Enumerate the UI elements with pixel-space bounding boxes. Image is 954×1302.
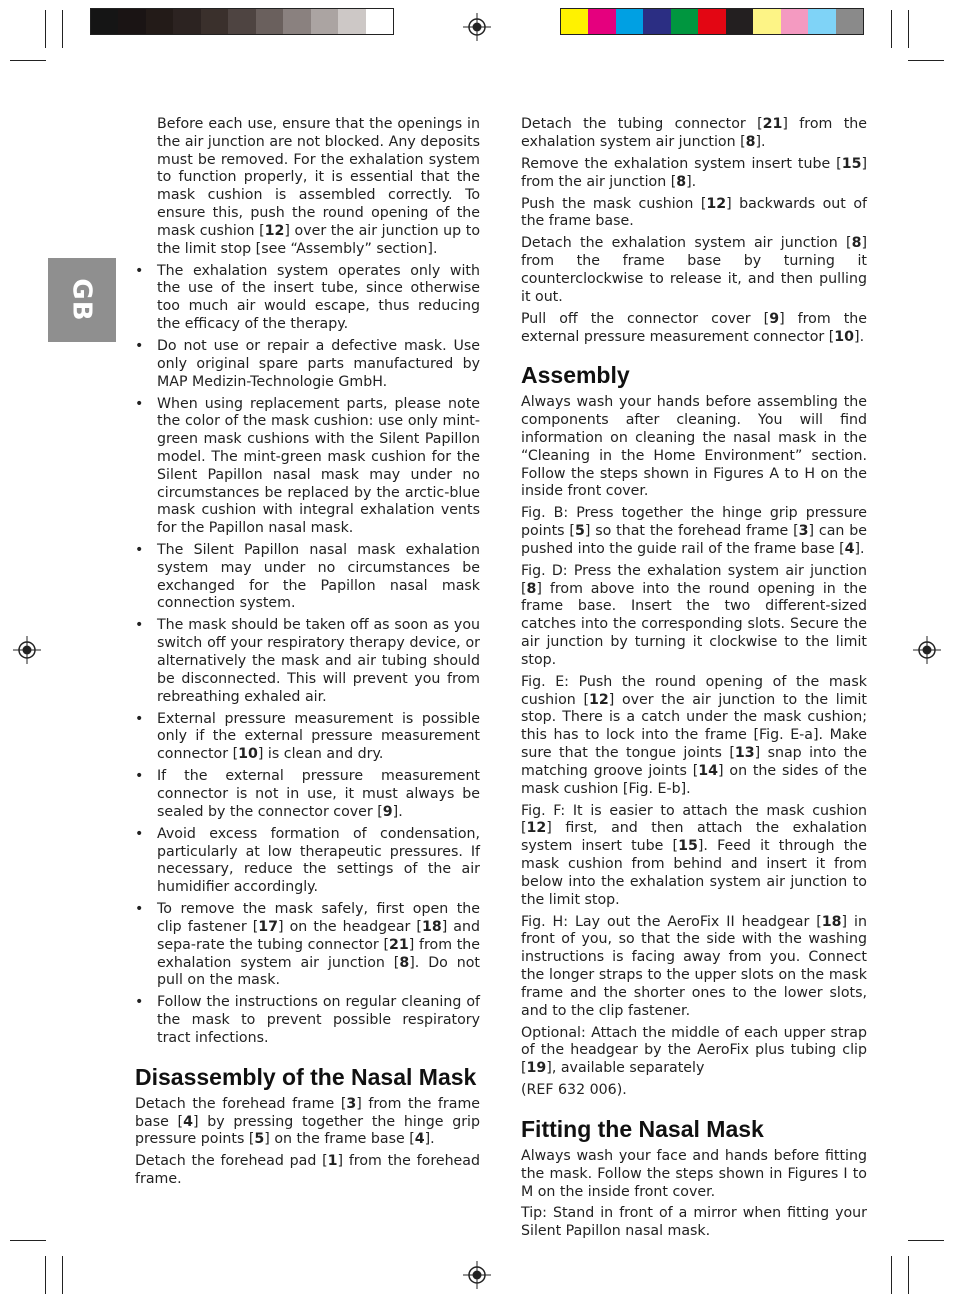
text-run: ] by pressing together the hinge grip pressure points [ (135, 1113, 480, 1148)
text-run: Avoid excess formation of condensation, particularly at low therapeutic pressures. If necessary, reduce the settings of the air humidifier accordingly. (157, 825, 480, 896)
text-run: ] from the forehead frame. (135, 1153, 480, 1188)
fitting-heading: Fitting the Nasal Mask (521, 1115, 764, 1142)
list-item (135, 338, 480, 391)
color-swatch (228, 9, 255, 34)
part-number: 8 (851, 235, 862, 252)
list-item (135, 901, 480, 990)
body-paragraph (521, 803, 867, 910)
body-paragraph (521, 1025, 867, 1078)
body-paragraph (521, 116, 867, 152)
crop-mark (908, 10, 909, 48)
text-run: ]. (755, 133, 766, 150)
text-run: Fig. D: Press the exhalation system air junction [ (521, 562, 867, 597)
crop-mark (908, 1240, 944, 1241)
list-item (135, 263, 480, 334)
crop-mark (891, 10, 892, 48)
color-swatch (671, 9, 698, 34)
text-run: ] from the frame base by turning it counterclockwise to release it, and then pulling it out. (521, 235, 867, 305)
text-run: ] from the frame base [ (135, 1095, 481, 1130)
part-number: 4 (183, 1113, 193, 1130)
color-swatch (808, 9, 835, 34)
text-run: ]. (392, 803, 403, 820)
body-paragraph (521, 196, 867, 232)
crop-mark (45, 10, 46, 48)
list-item (135, 711, 480, 764)
text-run: ] can be pushed into the guide rail of the frame base [ (521, 523, 867, 557)
registration-mark-icon (13, 636, 41, 664)
color-swatch (616, 9, 643, 34)
body-paragraph (521, 1205, 867, 1241)
text-run: When using replacement parts, please note the color of the mask cushion: use only mint-green mask cushions with the Silent Papillon model. The mint-green mask cushion for the Silent Papillon nasal mask may under no circumstances be replaced by the arctic-blue mask cushion with integral exhalation vents for the Papillon nasal mask. (157, 395, 480, 537)
text-run: ] from the air junction [ (521, 155, 867, 190)
text-run: ] on the headgear [ (278, 918, 422, 935)
bullet-icon: • (135, 994, 144, 1011)
crop-mark (62, 10, 63, 48)
crop-mark (45, 1256, 46, 1294)
text-run: ] is clean and dry. (257, 746, 384, 763)
color-swatch (118, 9, 145, 34)
part-number: 21 (389, 936, 409, 953)
text-run: ]. (854, 328, 865, 345)
part-number: 8 (745, 133, 756, 150)
text-run: Do not use or repair a defective mask. Use only original spare parts manufactured by MAP Medizin-Technologie GmbH. (157, 337, 480, 390)
text-run: ] first, and then attach the exhalation system insert tube [ (521, 820, 867, 855)
body-paragraph (521, 1148, 867, 1201)
text-run: Detach the exhalation system air junction [ (521, 235, 852, 252)
color-swatch (366, 9, 393, 34)
color-swatch (753, 9, 780, 34)
text-run: Detach the tubing connector [ (521, 116, 763, 132)
text-run: ] backwards out of the frame base. (521, 195, 868, 230)
text-run: Always wash your face and hands before fitting the mask. Follow the steps shown in Figures I to M on the inside front cover. (521, 1147, 867, 1200)
text-run: Pull off the connector cover [ (521, 310, 770, 327)
body-paragraph (521, 156, 867, 192)
text-run: Push the mask cushion [ (521, 195, 707, 212)
body-paragraph (521, 394, 867, 501)
bullet-icon: • (135, 768, 144, 785)
body-paragraph (521, 563, 867, 670)
text-run: Always wash your hands before assembling the components after cleaning. You will find information on cleaning the nasal mask in the “Cleaning in the Home Environment” section. Follow the steps shown in Figures A to H on the inside front cover. (521, 394, 867, 500)
crop-mark (908, 60, 944, 61)
list-item (135, 617, 480, 706)
list-item (135, 768, 480, 821)
text-run: To remove the mask safely, first open the clip fastener [ (157, 901, 480, 935)
color-swatch (256, 9, 283, 34)
text-run: ]. (854, 540, 865, 557)
list-item (135, 542, 480, 613)
part-number: 12 (526, 820, 547, 837)
bullet-icon: • (135, 395, 144, 412)
part-number: 8 (526, 580, 537, 597)
body-paragraph (521, 505, 867, 558)
crop-mark (908, 1256, 909, 1294)
part-number: 4 (844, 540, 855, 557)
text-run: If the external pressure measurement connector is not in use, it must always be sealed by the connector cover [ (157, 768, 480, 820)
color-swatch (836, 9, 863, 34)
text-run: ]. Feed it through the mask cushion from behind and insert it from below into the exhalation system air junction to the limit stop. (521, 838, 867, 908)
part-number: 5 (254, 1131, 265, 1148)
text-run: ] over the air junction up to the limit stop [see “Assembly” section]. (157, 222, 480, 257)
registration-mark-icon (463, 1261, 491, 1289)
color-swatch (643, 9, 670, 34)
part-number: 5 (574, 523, 585, 540)
disassembly-heading: Disassembly of the Nasal Mask (135, 1063, 477, 1090)
text-run: Before each use, ensure that the openings in the air junction are not blocked. Any deposits must be removed. For the exhalation system to function properly, it is essential that the mask cushion is assembled correctly. To ensure this, push the round opening of the mask cushion [ (157, 116, 480, 239)
body-paragraph (521, 311, 867, 347)
color-swatch (201, 9, 228, 34)
body-paragraph (521, 914, 867, 1021)
list-item (135, 994, 480, 1047)
part-number: 1 (327, 1153, 338, 1170)
text-run: Fig. B: Press together the hinge grip pressure points [ (521, 505, 867, 540)
text-run: Optional: Attach the middle of each upper strap of the headgear by the AeroFix plus tubing clip [ (521, 1024, 867, 1077)
list-item (135, 826, 480, 897)
color-swatch (173, 9, 200, 34)
bullet-icon: • (135, 901, 144, 918)
part-number: 9 (769, 310, 780, 327)
text-run: ] and sepa-rate the tubing connector [ (157, 918, 480, 953)
bullet-icon: • (135, 337, 144, 354)
bullet-icon: • (135, 542, 144, 559)
text-run: The Silent Papillon nasal mask exhalation system may under no circumstances be exchanged for the Papillon nasal mask connection system. (157, 542, 480, 612)
body-paragraph (521, 674, 867, 799)
part-number: 8 (399, 954, 410, 971)
part-number: 21 (762, 116, 783, 132)
color-swatch (146, 9, 173, 34)
text-run: ]. Do not pull on the mask. (157, 954, 480, 989)
color-calibration-strip (560, 8, 864, 35)
left-column (135, 116, 480, 1193)
part-number: 14 (698, 762, 719, 779)
crop-mark (10, 60, 46, 61)
text-run: (REF 632 006). (521, 1082, 627, 1099)
part-number: 17 (258, 918, 279, 935)
crop-mark (891, 1256, 892, 1294)
language-tab (48, 258, 116, 342)
part-number: 13 (734, 745, 755, 762)
text-run: Follow the instructions on regular cleaning of the mask to prevent possible respiratory tract infections. (157, 994, 480, 1046)
body-paragraph (521, 235, 867, 306)
grayscale-calibration-strip (90, 8, 394, 35)
bullet-icon: • (135, 617, 144, 634)
bullet-icon: • (135, 710, 144, 727)
text-run: Remove the exhalation system insert tube [ (521, 155, 842, 172)
bullet-icon: • (135, 825, 144, 842)
color-swatch (588, 9, 615, 34)
text-run: Fig. E: Push the round opening of the mask cushion [ (521, 673, 867, 708)
registration-mark-icon (913, 636, 941, 664)
bullet-icon: • (135, 262, 144, 279)
part-number: 15 (678, 838, 698, 855)
text-run: ] from the external pressure measurement connector [ (521, 310, 868, 345)
right-column (521, 116, 867, 1245)
safety-bullet-list (135, 263, 480, 1048)
text-run: ]. (686, 173, 697, 190)
text-run: ] in front of you, so that the side with the washing instructions is facing away from you. Connect the longer straps to the upper slots on the mask frame and the shorter ones to the lower slots, and to the clip fastener. (521, 913, 867, 1019)
language-tab-label: GB (66, 278, 97, 322)
text-run: Fig. F: It is easier to attach the mask cushion [ (521, 802, 867, 837)
part-number: 4 (414, 1131, 425, 1148)
body-paragraph (521, 1082, 867, 1100)
text-run: ] snap into the matching groove joints [ (521, 745, 867, 779)
part-number: 15 (841, 155, 862, 172)
body-paragraph (135, 1153, 480, 1189)
part-number: 3 (346, 1095, 357, 1112)
part-number: 12 (589, 691, 609, 708)
text-run: ] on the frame base [ (264, 1131, 415, 1148)
color-swatch (561, 9, 588, 34)
text-run: ] over the air junction to the limit stop. There is a catch under the mask cushion; this has to lock into the frame [Fig. E-a]. Make sure that the tongue joints [ (521, 691, 867, 762)
color-swatch (781, 9, 808, 34)
text-run: The mask should be taken off as soon as you switch off your respiratory therapy device, or alternatively the mask and air tubing should be disconnected. This will prevent you from rebreathing exhaled air. (157, 617, 480, 705)
text-run: ] from the exhalation system air junction [ (521, 116, 867, 150)
text-run: ], available separately (546, 1060, 705, 1077)
part-number: 8 (676, 173, 687, 190)
crop-mark (62, 1256, 63, 1294)
text-run: The exhalation system operates only with the use of the insert tube, since otherwise too much air would escape, thus reducing the efficacy of the therapy. (157, 262, 480, 332)
text-run: Detach the forehead frame [ (135, 1095, 347, 1112)
color-swatch (311, 9, 338, 34)
text-run: External pressure measurement is possible only if the external pressure measurement connector [ (157, 710, 480, 763)
registration-mark-icon (463, 13, 491, 41)
text-run: ] on the sides of the mask cushion [Fig. E-b]. (521, 762, 867, 797)
part-number: 12 (706, 195, 727, 212)
part-number: 10 (238, 746, 258, 763)
text-run: ]. (424, 1131, 435, 1148)
color-swatch (283, 9, 310, 34)
text-run: ] so that the forehead frame [ (584, 523, 799, 540)
text-run: Detach the forehead pad [ (135, 1153, 328, 1170)
body-paragraph (135, 1096, 480, 1149)
intro-paragraph (135, 116, 480, 258)
part-number: 9 (382, 803, 393, 820)
color-swatch (698, 9, 725, 34)
color-swatch (338, 9, 365, 34)
assembly-heading: Assembly (521, 362, 630, 389)
text-run: Fig. H: Lay out the AeroFix II headgear [ (521, 913, 822, 930)
color-swatch (726, 9, 753, 34)
part-number: 19 (526, 1060, 547, 1077)
part-number: 18 (421, 918, 442, 935)
text-run: ] from the exhalation system air junction [ (157, 936, 481, 971)
part-number: 12 (264, 222, 285, 239)
part-number: 18 (821, 913, 842, 930)
part-number: 3 (798, 523, 809, 540)
text-run: Tip: Stand in front of a mirror when fitting your Silent Papillon nasal mask. (521, 1205, 867, 1240)
crop-mark (10, 1240, 46, 1241)
text-run: ] from above into the round opening in the frame base. Insert the two different-sized catches into the corresponding slots. Secure the air junction by turning it clockwise to the limit stop. (521, 580, 867, 668)
part-number: 10 (834, 328, 855, 345)
list-item (135, 396, 480, 538)
color-swatch (91, 9, 118, 34)
